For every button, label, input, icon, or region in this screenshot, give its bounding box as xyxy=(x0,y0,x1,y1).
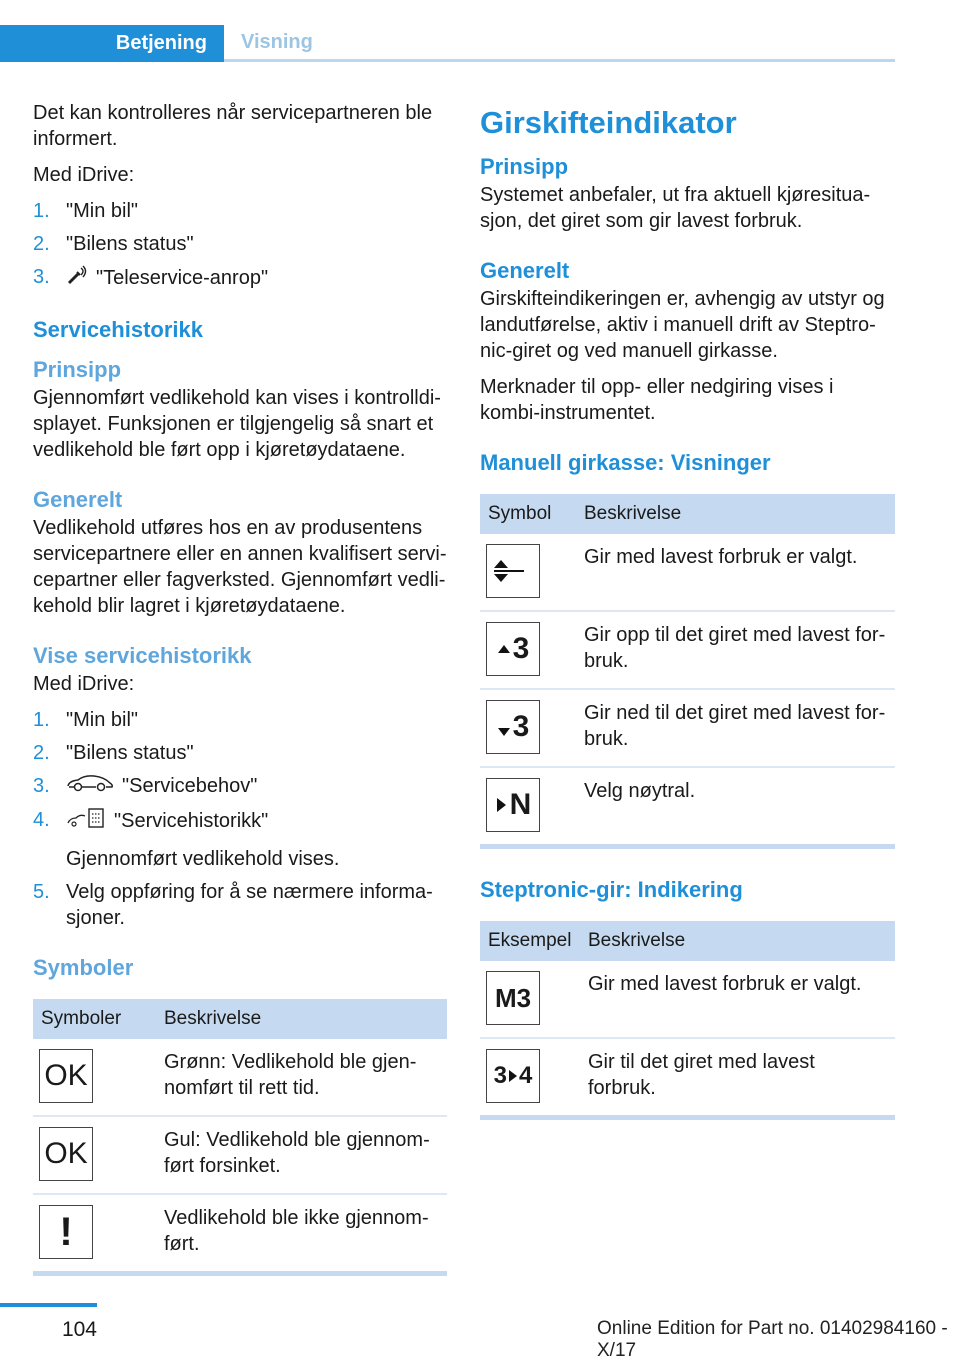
description-cell: Gir ned til det giret med lavest forbruk. xyxy=(576,689,895,767)
table-row xyxy=(480,961,895,1038)
car-icon xyxy=(66,773,114,800)
description-cell: Gir med lavest forbruk er valgt. xyxy=(576,534,895,611)
footer-line xyxy=(0,1303,97,1307)
step-text: "Servicehistorikk" xyxy=(114,810,269,832)
description-cell: Grønn: Vedlikehold ble gjennomført til rett tid. xyxy=(156,1039,447,1116)
symbols-table xyxy=(33,999,447,1271)
service-history-icon xyxy=(66,807,106,836)
heading-symboler: Symboler xyxy=(33,955,134,981)
neutral-icon xyxy=(486,778,540,832)
list-item xyxy=(33,264,447,293)
table-row xyxy=(33,1116,447,1194)
phone-wrench-icon xyxy=(66,264,88,293)
table-header-row xyxy=(480,921,895,961)
table-row xyxy=(33,1194,447,1271)
exclamation-symbol-text: ! xyxy=(59,1210,73,1255)
ok-symbol-text: OK xyxy=(44,1059,88,1093)
symbol-cell xyxy=(33,1194,156,1271)
tab-visning-label: Visning xyxy=(241,30,313,53)
step-text: Velg oppføring for å se nærmere informasjoner. xyxy=(66,881,433,930)
step-text: "Bilens status" xyxy=(66,233,194,255)
description-cell: Velg nøytral. xyxy=(584,780,696,802)
column-header-beskrivelse: Beskrivelse xyxy=(156,999,447,1039)
symbol-cell xyxy=(480,689,576,767)
description-cell: Gir til det giret med lavest forbruk. xyxy=(588,1051,815,1099)
step-number: 5. xyxy=(33,881,50,904)
step-with-icon xyxy=(66,773,447,800)
generelt-text-2: Merknader til opp- eller nedgiring vises i kombi-instrumentet. xyxy=(480,376,834,424)
tab-betjening-label: Betjening xyxy=(115,32,207,54)
ok-green-icon xyxy=(39,1049,93,1103)
column-header-beskrivelse: Beskrivelse xyxy=(580,921,895,961)
tab-betjening[interactable] xyxy=(0,25,224,62)
step-number: 1. xyxy=(33,709,50,731)
teleservice-steps xyxy=(33,198,447,293)
column-header-symboler: Symboler xyxy=(33,999,156,1039)
step-text: "Min bil" xyxy=(66,709,138,731)
heading-vise-servicehistorikk: Vise servicehistorikk xyxy=(33,643,252,668)
table-row xyxy=(480,1038,895,1115)
list-item xyxy=(33,740,447,766)
heading-generelt: Generelt xyxy=(33,487,123,512)
step-number: 2. xyxy=(33,233,50,255)
table-header-row xyxy=(33,999,447,1039)
idrive-intro: Med iDrive: xyxy=(33,164,135,186)
gear-3-to-4-icon xyxy=(486,1049,540,1103)
heading-girskifteindikator: Girskifteindikator xyxy=(480,105,737,140)
exclamation-icon xyxy=(39,1205,93,1259)
step-text: "Min bil" xyxy=(66,200,138,222)
heading-servicehistorikk: Servicehistorikk xyxy=(33,317,203,342)
column-header-eksempel: Eksempel xyxy=(480,921,580,961)
shift-up-icon xyxy=(486,622,540,676)
manual-gearbox-table xyxy=(480,494,895,844)
table-row xyxy=(480,534,895,611)
gear-to: 4 xyxy=(519,1062,533,1089)
header-tabs xyxy=(0,25,895,62)
example-text: M3 xyxy=(494,983,532,1013)
shift-arrow-icon xyxy=(508,1069,518,1083)
list-item xyxy=(33,231,447,257)
right-column xyxy=(480,100,895,1120)
heading-manuell-girkasse: Manuell girkasse: Visninger xyxy=(480,450,771,475)
left-column xyxy=(33,100,447,1276)
table-row xyxy=(33,1039,447,1116)
list-item xyxy=(33,198,447,224)
gear-number: 3 xyxy=(512,710,530,743)
tab-visning[interactable] xyxy=(224,25,895,62)
ok-symbol-text: OK xyxy=(44,1137,88,1171)
prinsipp-text: Systemet anbefaler, ut fra aktuell kjøresituasjon, det giret som gir lavest forbruk. xyxy=(480,184,871,232)
generelt-text: Girskifteindikeringen er, avhengig av utstyr og landutførelse, aktiv i manuell drift av Steptronic-giret og ved manuell girkasse. xyxy=(480,288,885,362)
description-cell: Gir opp til det giret med lavest forbruk. xyxy=(576,611,895,689)
gear-number: 3 xyxy=(512,632,530,665)
symbol-cell xyxy=(480,961,580,1038)
symbol-cell xyxy=(480,1038,580,1115)
symbol-cell xyxy=(480,534,576,611)
list-item xyxy=(33,879,447,931)
list-item xyxy=(33,807,447,872)
step-text: "Teleservice-anrop" xyxy=(96,266,269,289)
symbol-cell xyxy=(480,611,576,689)
symbol-cell xyxy=(33,1116,156,1194)
step-text: "Servicebehov" xyxy=(122,775,258,797)
column-header-beskrivelse: Beskrivelse xyxy=(576,494,895,534)
step-with-icon xyxy=(66,264,447,293)
column-header-symbol: Symbol xyxy=(480,494,576,534)
heading-steptronic: Steptronic-gir: Indikering xyxy=(480,877,743,902)
description-cell: Vedlikehold ble ikke gjennomført. xyxy=(164,1207,429,1256)
step-number: 3. xyxy=(33,266,50,288)
symbol-cell xyxy=(33,1039,156,1116)
step-number: 1. xyxy=(33,200,50,222)
gear-from: 3 xyxy=(493,1062,507,1089)
step-number: 2. xyxy=(33,742,50,764)
table-row xyxy=(480,611,895,689)
generelt-text: Vedlikehold utføres hos en av produsentens servicepartnere eller en annen kvalifisert servicepartner eller fagverksted. Gjennomført vedlikehold blir lagret i kjøretøydataene. xyxy=(33,517,447,617)
manual-gear-m3-icon xyxy=(486,971,540,1025)
intro-text: Det kan kontrolleres når servicepartneren ble informert. xyxy=(33,102,433,150)
table-end-bar xyxy=(33,1271,447,1276)
heading-prinsipp: Prinsipp xyxy=(33,357,122,382)
heading-generelt: Generelt xyxy=(480,258,570,283)
table-row xyxy=(480,689,895,767)
ok-yellow-icon xyxy=(39,1127,93,1181)
step-subtext: Gjennomført vedlikehold vises. xyxy=(66,848,340,871)
symbol-cell xyxy=(480,767,576,844)
optimal-gear-icon xyxy=(486,544,540,598)
description-cell: Gir med lavest forbruk er valgt. xyxy=(580,961,895,1038)
vise-intro: Med iDrive: xyxy=(33,673,135,695)
step-with-icon xyxy=(66,807,447,872)
steptronic-table xyxy=(480,921,895,1115)
table-header-row xyxy=(480,494,895,534)
edition-text: Online Edition for Part no. 01402984160 - X/17 xyxy=(597,1318,948,1361)
table-end-bar xyxy=(480,1115,895,1120)
table-row xyxy=(480,767,895,844)
list-item xyxy=(33,773,447,800)
step-number: 4. xyxy=(33,809,50,832)
prinsipp-text: Gjennomført vedlikehold kan vises i kontrolldisplayet. Funksjonen er tilgjengelig så snart et vedlikehold ble ført opp i kjøretøydataene. xyxy=(33,387,441,461)
step-number: 3. xyxy=(33,775,50,797)
description-cell: Gul: Vedlikehold ble gjennomført forsinket. xyxy=(156,1116,447,1194)
shift-down-icon xyxy=(486,700,540,754)
gear-letter: N xyxy=(509,788,532,821)
heading-prinsipp: Prinsipp xyxy=(480,154,569,179)
servicehistorikk-steps xyxy=(33,707,447,931)
step-text: "Bilens status" xyxy=(66,742,194,764)
page-number: 104 xyxy=(61,1318,97,1341)
list-item xyxy=(33,707,447,733)
